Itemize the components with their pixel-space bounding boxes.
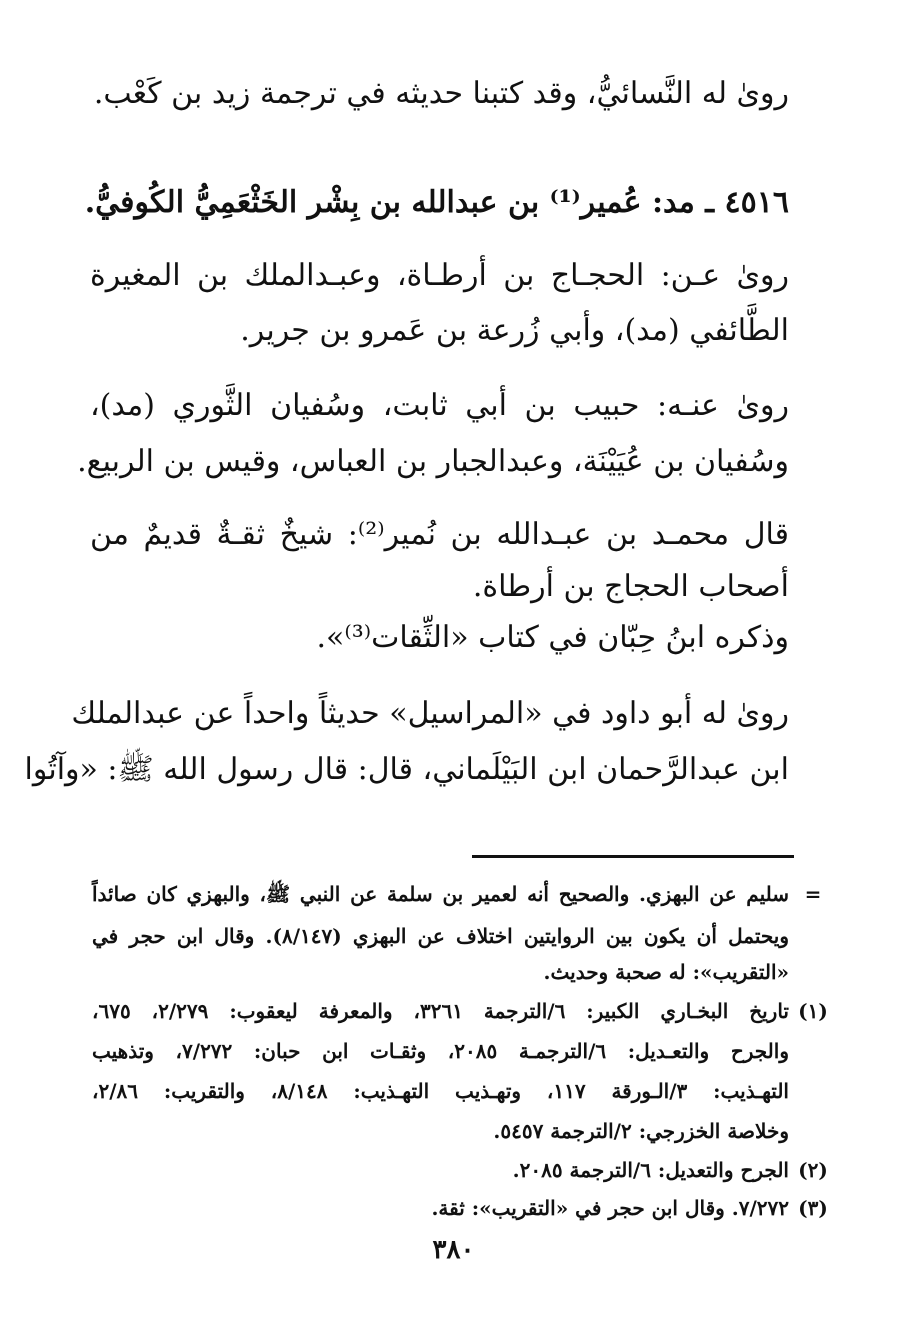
footnote-line: سليم عن البهزي. والصحيح أنه لعمير بن سلمة عن النبي ﷺ، والبهزي كان صائداً	[92, 882, 789, 906]
page-number: ٣٨٠	[432, 1235, 475, 1265]
text-line: وذكره ابنُ حِبّان في كتاب «الثِّقات⁽³⁾».	[316, 620, 789, 655]
text-line: روىٰ عنـه: حبيب بن أبي ثابت، وسُفيان الثَّوري (مد)،	[90, 388, 789, 423]
text-line: الطَّائفي (مد)، وأبي زُرعة بن عَمرو بن جرير.	[240, 313, 789, 348]
text-line: روىٰ عـن: الحجـاج بن أرطـاة، وعبـدالملك بن المغيرة	[90, 258, 789, 293]
text-line: أصحاب الحجاج بن أرطاة.	[472, 569, 789, 604]
footnote-line: الجرح والتعديل: ٦/الترجمة ٢٠٨٥.	[512, 1158, 789, 1182]
text-line: روىٰ له أبو داود في «المراسيل» حديثاً واحداً عن عبدالملك	[71, 696, 789, 731]
text-line: ابن عبدالرَّحمان ابن البَيْلَماني، قال: قال رسول الله ﷺ: «وآتُوا	[24, 752, 789, 787]
footnote-line: ويحتمل أن يكون بين الروايتين اختلاف عن البهزي (٨/١٤٧). وقال ابن حجر في	[92, 924, 789, 948]
footnote-line: وخلاصة الخزرجي: ٢/الترجمة ٥٤٥٧.	[493, 1119, 789, 1143]
footnote-marker: (٣)	[798, 1196, 828, 1220]
footnote-line: والجرح والتعـديل: ٦/الترجمـة ٢٠٨٥، وثقـات ابن حبان: ٧/٢٧٢، وتذهيب	[92, 1039, 789, 1063]
text-line: قال محمـد بن عبـدالله بن نُمير⁽²⁾: شيخٌ ثقـةٌ قديمٌ من	[90, 517, 789, 552]
entry-heading: ٤٥١٦ ـ مد: عُمير⁽¹⁾ بن عبدالله بن بِشْر الخَثْعَمِيُّ الكُوفيُّ.	[84, 185, 789, 220]
footnote-line: «التقريب»: له صحبة وحديث.	[543, 960, 789, 984]
footnote-line: تاريخ البخـاري الكبير: ٦/الترجمة ٣٢٦١، والمعرفة ليعقوب: ٢/٢٧٩، ٦٧٥،	[92, 999, 789, 1023]
footnote-marker: =	[804, 882, 822, 906]
footnote-separator	[472, 855, 794, 858]
text-line: روىٰ له النَّسائيُّ، وقد كتبنا حديثه في ترجمة زيد بن كَعْب.	[93, 76, 789, 111]
footnote-marker: (٢)	[798, 1158, 828, 1182]
footnote-line: التهـذيب: ٣/الـورقة ١١٧، وتهـذيب التهـذيب: ٨/١٤٨، والتقريب: ٢/٨٦،	[92, 1079, 789, 1103]
footnote-line: ٧/٢٧٢. وقال ابن حجر في «التقريب»: ثقة.	[431, 1196, 789, 1220]
text-line: وسُفيان بن عُيَيْنَة، وعبدالجبار بن العباس، وقيس بن الربيع.	[77, 444, 789, 479]
footnote-marker: (١)	[798, 999, 828, 1023]
